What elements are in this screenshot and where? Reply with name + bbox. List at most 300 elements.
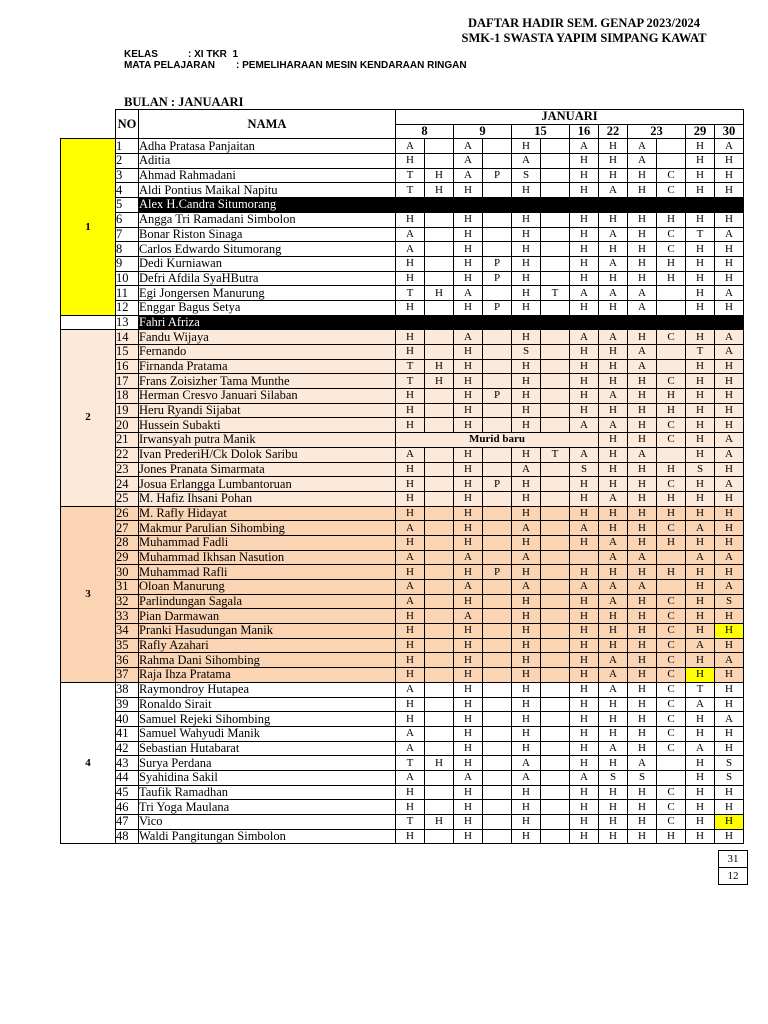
attendance-cell: H — [715, 374, 744, 389]
attendance-cell: H — [686, 800, 715, 815]
attendance-cell: A — [396, 726, 425, 741]
attendance-cell: H — [628, 741, 657, 756]
attendance-cell — [483, 242, 512, 257]
attendance-cell: H — [512, 418, 541, 433]
table-row — [61, 697, 744, 712]
group-label: 2 — [61, 330, 116, 506]
attendance-cell: A — [396, 580, 425, 595]
attendance-cell: H — [570, 535, 599, 550]
attendance-cell: H — [570, 815, 599, 830]
attendance-cell: H — [512, 256, 541, 271]
attendance-cell — [483, 712, 512, 727]
student-name: Pian Darmawan — [139, 609, 396, 624]
attendance-cell — [483, 815, 512, 830]
date-header-15: 15 — [512, 124, 570, 139]
table-row — [61, 168, 744, 183]
attendance-cell: H — [570, 300, 599, 315]
row-number: 36 — [116, 653, 139, 668]
attendance-cell: A — [599, 389, 628, 404]
attendance-cell — [657, 139, 686, 154]
table-row — [61, 770, 744, 785]
attendance-cell: H — [454, 300, 483, 315]
attendance-cell — [541, 418, 570, 433]
attendance-cell: H — [512, 212, 541, 227]
attendance-cell: T — [686, 345, 715, 360]
attendance-cell — [541, 330, 570, 345]
attendance-cell: C — [657, 183, 686, 198]
attendance-cell — [541, 565, 570, 580]
attendance-cell: H — [512, 447, 541, 462]
attendance-cell: H — [396, 668, 425, 683]
attendance-cell: H — [599, 712, 628, 727]
attendance-cell: H — [715, 212, 744, 227]
attendance-cell: H — [396, 330, 425, 345]
attendance-cell: H — [599, 609, 628, 624]
attendance-cell: H — [686, 154, 715, 169]
attendance-cell: C — [657, 785, 686, 800]
attendance-cell: H — [686, 594, 715, 609]
attendance-body — [61, 139, 744, 844]
attendance-cell: H — [686, 815, 715, 830]
attendance-cell: H — [512, 785, 541, 800]
attendance-cell: H — [512, 139, 541, 154]
row-number: 46 — [116, 800, 139, 815]
attendance-cell — [425, 418, 454, 433]
row-number: 11 — [116, 286, 139, 301]
attendance-cell: A — [715, 712, 744, 727]
attendance-cell: A — [628, 139, 657, 154]
attendance-cell: A — [454, 770, 483, 785]
attendance-cell: H — [396, 389, 425, 404]
attendance-cell: A — [599, 418, 628, 433]
attendance-cell — [425, 741, 454, 756]
attendance-cell: H — [425, 756, 454, 771]
table-row — [61, 227, 744, 242]
attendance-cell — [425, 447, 454, 462]
attendance-cell: H — [454, 359, 483, 374]
attendance-cell — [483, 535, 512, 550]
attendance-cell: H — [715, 726, 744, 741]
student-name: Enggar Bagus Setya — [139, 300, 396, 315]
date-header-29: 29 — [686, 124, 715, 139]
attendance-cell: A — [628, 286, 657, 301]
attendance-cell — [541, 403, 570, 418]
attendance-cell: H — [686, 418, 715, 433]
row-number: 40 — [116, 712, 139, 727]
attendance-cell: H — [396, 256, 425, 271]
student-name: Waldi Pangitungan Simbolon — [139, 829, 396, 844]
attendance-cell: H — [570, 785, 599, 800]
attendance-cell: H — [686, 829, 715, 844]
murid-baru-note: Murid baru — [396, 433, 599, 448]
attendance-cell: H — [628, 726, 657, 741]
row-number: 21 — [116, 433, 139, 448]
attendance-cell: A — [686, 550, 715, 565]
attendance-cell: A — [454, 139, 483, 154]
attendance-cell — [483, 447, 512, 462]
attendance-cell — [425, 550, 454, 565]
attendance-cell: H — [512, 668, 541, 683]
attendance-cell: P — [483, 168, 512, 183]
attendance-cell: H — [628, 168, 657, 183]
attendance-cell: H — [396, 418, 425, 433]
total-2: 12 — [719, 868, 748, 885]
attendance-cell: H — [686, 668, 715, 683]
attendance-cell — [483, 785, 512, 800]
attendance-cell: H — [628, 829, 657, 844]
attendance-cell — [425, 212, 454, 227]
attendance-cell: H — [396, 477, 425, 492]
mapel-row — [124, 60, 467, 72]
student-name: Ronaldo Sirait — [139, 697, 396, 712]
table-row — [61, 800, 744, 815]
attendance-cell: H — [454, 785, 483, 800]
attendance-cell: A — [628, 756, 657, 771]
attendance-cell: H — [686, 212, 715, 227]
table-row — [61, 330, 744, 345]
attendance-cell: H — [454, 756, 483, 771]
attendance-cell — [541, 624, 570, 639]
table-row — [61, 756, 744, 771]
attendance-cell: H — [454, 535, 483, 550]
table-row — [61, 300, 744, 315]
attendance-cell: H — [686, 580, 715, 595]
attendance-cell: C — [657, 418, 686, 433]
table-row — [61, 815, 744, 830]
attendance-cell: H — [686, 609, 715, 624]
mapel-label: MATA PELAJARAN — [124, 60, 215, 71]
attendance-cell — [425, 653, 454, 668]
attendance-cell: A — [454, 154, 483, 169]
group-label — [61, 315, 116, 330]
title-line-2: SMK-1 SWASTA YAPIM SIMPANG KAWAT — [461, 31, 707, 45]
attendance-cell: A — [715, 447, 744, 462]
attendance-cell — [541, 300, 570, 315]
attendance-cell: A — [686, 521, 715, 536]
attendance-cell: H — [628, 638, 657, 653]
attendance-cell: H — [454, 653, 483, 668]
student-name: Herman Cresvo Januari Silaban — [139, 389, 396, 404]
attendance-cell — [483, 359, 512, 374]
attendance-cell — [657, 345, 686, 360]
attendance-cell — [657, 359, 686, 374]
attendance-cell: A — [599, 491, 628, 506]
attendance-cell: H — [570, 697, 599, 712]
attendance-cell: S — [570, 462, 599, 477]
attendance-cell — [425, 668, 454, 683]
attendance-cell: H — [396, 491, 425, 506]
attendance-cell: H — [570, 741, 599, 756]
attendance-cell — [541, 477, 570, 492]
attendance-cell — [541, 785, 570, 800]
attendance-cell: H — [599, 624, 628, 639]
attendance-cell — [541, 594, 570, 609]
attendance-cell: H — [570, 565, 599, 580]
attendance-cell: H — [599, 212, 628, 227]
attendance-cell — [425, 829, 454, 844]
row-number: 15 — [116, 345, 139, 360]
attendance-cell: A — [715, 345, 744, 360]
attendance-cell: C — [657, 800, 686, 815]
attendance-cell: H — [715, 624, 744, 639]
attendance-cell: H — [628, 594, 657, 609]
student-name: Raja Ihza Pratama — [139, 668, 396, 683]
attendance-cell: P — [483, 256, 512, 271]
attendance-cell: T — [396, 183, 425, 198]
attendance-cell: H — [512, 815, 541, 830]
attendance-cell: T — [396, 286, 425, 301]
attendance-table — [60, 109, 744, 844]
attendance-cell: H — [657, 462, 686, 477]
attendance-cell: H — [425, 374, 454, 389]
attendance-cell: C — [657, 242, 686, 257]
attendance-cell: H — [686, 712, 715, 727]
attendance-cell: A — [686, 741, 715, 756]
attendance-cell: A — [512, 756, 541, 771]
attendance-cell: A — [396, 741, 425, 756]
student-name: Oloan Manurung — [139, 580, 396, 595]
attendance-cell — [541, 800, 570, 815]
attendance-cell: H — [599, 506, 628, 521]
attendance-cell — [541, 212, 570, 227]
attendance-cell: H — [628, 815, 657, 830]
attendance-cell: H — [570, 389, 599, 404]
attendance-cell — [425, 271, 454, 286]
attendance-cell: H — [686, 242, 715, 257]
attendance-cell — [483, 756, 512, 771]
attendance-cell: H — [570, 168, 599, 183]
attendance-cell: H — [570, 345, 599, 360]
attendance-cell: C — [657, 609, 686, 624]
attendance-cell — [425, 154, 454, 169]
student-name: Surya Perdana — [139, 756, 396, 771]
attendance-cell — [483, 462, 512, 477]
attendance-cell: H — [715, 154, 744, 169]
attendance-cell — [483, 624, 512, 639]
attendance-cell: H — [425, 286, 454, 301]
attendance-cell: H — [570, 668, 599, 683]
row-number: 23 — [116, 462, 139, 477]
attendance-cell: H — [454, 624, 483, 639]
attendance-cell: H — [512, 682, 541, 697]
attendance-cell: H — [454, 682, 483, 697]
attendance-cell: H — [396, 506, 425, 521]
row-number: 31 — [116, 580, 139, 595]
attendance-cell — [483, 580, 512, 595]
attendance-cell: H — [657, 256, 686, 271]
row-number: 35 — [116, 638, 139, 653]
attendance-cell: T — [541, 286, 570, 301]
attendance-cell: H — [686, 653, 715, 668]
attendance-cell: S — [715, 756, 744, 771]
attendance-cell: H — [396, 829, 425, 844]
student-name: Makmur Parulian Sihombing — [139, 521, 396, 536]
attendance-cell: H — [628, 682, 657, 697]
attendance-cell — [483, 682, 512, 697]
attendance-cell: A — [570, 418, 599, 433]
row-number: 48 — [116, 829, 139, 844]
attendance-cell: A — [570, 447, 599, 462]
mapel-value: : PEMELIHARAAN MESIN KENDARAAN RINGAN — [236, 60, 467, 71]
attendance-cell: H — [570, 491, 599, 506]
attendance-cell: H — [686, 271, 715, 286]
attendance-cell — [425, 242, 454, 257]
attendance-cell: H — [396, 565, 425, 580]
attendance-cell — [541, 829, 570, 844]
table-row — [61, 726, 744, 741]
attendance-cell: H — [570, 359, 599, 374]
student-name: Fahri Afriza — [139, 315, 396, 330]
attendance-cell — [483, 183, 512, 198]
attendance-cell: A — [454, 330, 483, 345]
student-name: Taufik Ramadhan — [139, 785, 396, 800]
totals-box — [718, 850, 748, 885]
attendance-cell: H — [628, 418, 657, 433]
kelas-value: : XI TKR 1 — [188, 49, 239, 60]
attendance-cell: A — [454, 550, 483, 565]
attendance-cell: C — [657, 374, 686, 389]
attendance-cell — [483, 697, 512, 712]
attendance-cell — [425, 682, 454, 697]
attendance-cell: H — [599, 374, 628, 389]
student-name: Raymondroy Hutapea — [139, 682, 396, 697]
attendance-cell: H — [512, 624, 541, 639]
attendance-cell — [483, 491, 512, 506]
date-header-16: 16 — [570, 124, 599, 139]
row-number: 24 — [116, 477, 139, 492]
row-number: 22 — [116, 447, 139, 462]
inactive-fill — [396, 198, 744, 213]
attendance-cell: C — [657, 594, 686, 609]
attendance-cell: H — [657, 535, 686, 550]
attendance-cell: A — [512, 770, 541, 785]
attendance-cell — [425, 256, 454, 271]
attendance-cell — [541, 389, 570, 404]
attendance-cell — [541, 815, 570, 830]
attendance-cell: C — [657, 668, 686, 683]
attendance-cell: H — [599, 154, 628, 169]
attendance-cell: H — [715, 256, 744, 271]
attendance-cell: H — [628, 242, 657, 257]
attendance-cell: H — [628, 800, 657, 815]
attendance-cell: H — [628, 565, 657, 580]
row-number: 10 — [116, 271, 139, 286]
student-name: Tri Yoga Maulana — [139, 800, 396, 815]
attendance-cell — [425, 624, 454, 639]
attendance-cell: H — [628, 183, 657, 198]
attendance-cell: H — [396, 300, 425, 315]
attendance-cell — [483, 154, 512, 169]
attendance-cell: C — [657, 653, 686, 668]
attendance-cell: H — [512, 330, 541, 345]
attendance-cell — [425, 785, 454, 800]
attendance-cell: C — [657, 638, 686, 653]
attendance-cell: H — [425, 168, 454, 183]
attendance-cell: H — [599, 638, 628, 653]
attendance-cell: H — [715, 389, 744, 404]
table-row — [61, 609, 744, 624]
attendance-cell: C — [657, 330, 686, 345]
attendance-cell: H — [686, 506, 715, 521]
attendance-cell: C — [657, 726, 686, 741]
student-name: Jones Pranata Simarmata — [139, 462, 396, 477]
group-label: 1 — [61, 139, 116, 315]
row-number: 29 — [116, 550, 139, 565]
attendance-cell — [541, 462, 570, 477]
attendance-cell: A — [512, 154, 541, 169]
table-row — [61, 447, 744, 462]
attendance-cell: H — [512, 300, 541, 315]
attendance-cell: H — [454, 491, 483, 506]
row-number: 26 — [116, 506, 139, 521]
attendance-cell — [425, 770, 454, 785]
attendance-cell: H — [715, 697, 744, 712]
attendance-cell — [425, 300, 454, 315]
attendance-cell — [541, 227, 570, 242]
attendance-cell: A — [570, 770, 599, 785]
attendance-cell — [541, 535, 570, 550]
attendance-cell: H — [599, 756, 628, 771]
student-name: Parlindungan Sagala — [139, 594, 396, 609]
row-number: 47 — [116, 815, 139, 830]
row-number: 20 — [116, 418, 139, 433]
attendance-cell: H — [512, 697, 541, 712]
attendance-cell — [541, 374, 570, 389]
attendance-cell: H — [686, 286, 715, 301]
attendance-cell: H — [599, 242, 628, 257]
attendance-cell: H — [454, 668, 483, 683]
row-number: 14 — [116, 330, 139, 345]
attendance-cell — [425, 345, 454, 360]
attendance-cell: H — [686, 726, 715, 741]
attendance-cell: H — [628, 256, 657, 271]
student-name: Muhammad Ikhsan Nasution — [139, 550, 396, 565]
attendance-cell: C — [657, 521, 686, 536]
attendance-cell: H — [454, 271, 483, 286]
attendance-cell: A — [599, 227, 628, 242]
attendance-cell: A — [396, 770, 425, 785]
attendance-cell: H — [628, 212, 657, 227]
row-number: 32 — [116, 594, 139, 609]
col-no: NO — [116, 110, 139, 139]
attendance-cell: H — [628, 330, 657, 345]
table-row — [61, 286, 744, 301]
attendance-cell: H — [628, 374, 657, 389]
attendance-cell: A — [512, 580, 541, 595]
attendance-cell: A — [628, 550, 657, 565]
attendance-cell: A — [599, 550, 628, 565]
attendance-cell: A — [396, 139, 425, 154]
student-name: Adha Pratasa Panjaitan — [139, 139, 396, 154]
student-name: M. Hafiz Ihsani Pohan — [139, 491, 396, 506]
attendance-cell: H — [599, 139, 628, 154]
row-number: 28 — [116, 535, 139, 550]
month-label: BULAN : JANUAARI — [124, 95, 244, 109]
attendance-cell: H — [454, 403, 483, 418]
attendance-cell: A — [599, 286, 628, 301]
student-name: Irwansyah putra Manik — [139, 433, 396, 448]
attendance-cell: H — [454, 183, 483, 198]
row-number: 19 — [116, 403, 139, 418]
table-row — [61, 741, 744, 756]
attendance-cell — [657, 756, 686, 771]
attendance-cell: H — [628, 477, 657, 492]
attendance-cell — [541, 580, 570, 595]
attendance-cell: T — [396, 374, 425, 389]
attendance-cell: P — [483, 300, 512, 315]
table-row — [61, 374, 744, 389]
attendance-cell: H — [425, 815, 454, 830]
